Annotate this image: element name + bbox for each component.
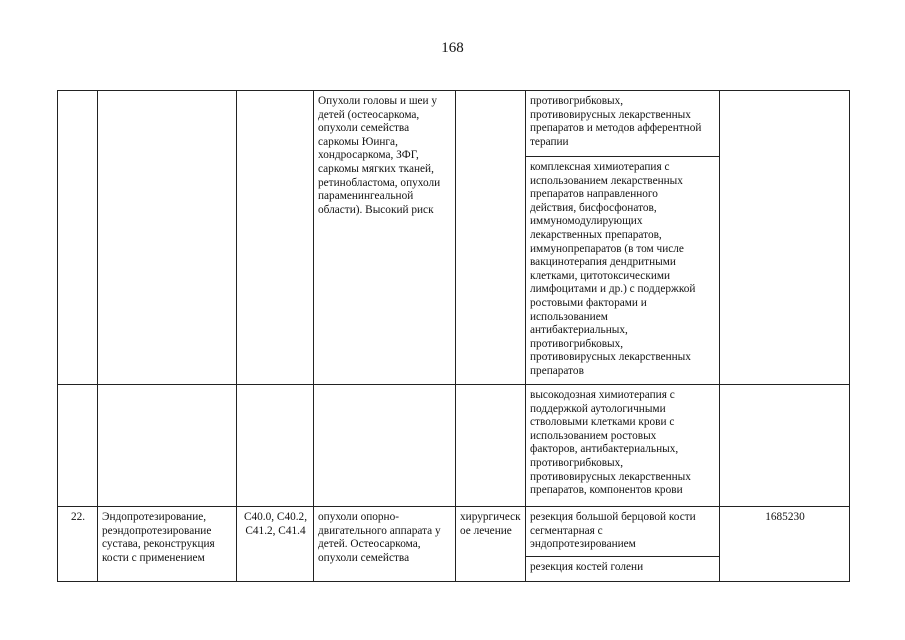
empty-cell — [720, 91, 850, 385]
treatment-method-cell: резекция большой берцовой кости сегментарная с эндопротезированием — [526, 507, 720, 557]
empty-cell — [456, 385, 526, 507]
empty-cell — [98, 385, 237, 507]
table-row — [58, 91, 850, 157]
empty-cell — [237, 385, 314, 507]
empty-cell — [456, 91, 526, 385]
page-number: 168 — [441, 40, 464, 56]
diagnosis-cell: Опухоли головы и шеи у детей (остеосаркома, опухоли семейства саркомы Юинга, хондросаркома, ЗФГ, саркомы мягких тканей, ретинобластома, опухоли параменингеальной области). Высокий риск — [314, 91, 456, 385]
table-row — [58, 385, 850, 507]
empty-cell — [237, 91, 314, 385]
row-number-cell: 22. — [58, 507, 98, 582]
treatment-method-cell: комплексная химиотерапия с использованием лекарственных препаратов направленного действия, бисфосфонатов, иммуномодулирующих лекарственных препаратов, иммунопрепаратов (в том числе вакцинотерапия дендритными клетками, цитотоксическими лимфоцитами и др.) с поддержкой ростовыми факторами и использованием антибактериальных, противогрибковых, противовирусных лекарственных препаратов — [526, 157, 720, 385]
table-row — [58, 507, 850, 557]
treatment-method-cell: противогрибковых, противовирусных лекарственных препаратов и методов афферентной терапии — [526, 91, 720, 157]
empty-cell — [58, 91, 98, 385]
icd-codes-cell: C40.0, C40.2, C41.2, C41.4 — [237, 507, 314, 582]
care-type-cell: Эндопротезирование, реэндопротезирование сустава, реконструкция кости с применением — [98, 507, 237, 582]
treatment-method-cell: высокодозная химиотерапия с поддержкой аутологичными стволовыми клетками крови с использованием ростовых факторов, антибактериальных, противогрибковых, противовирусных лекарственных препаратов, компонентов крови — [526, 385, 720, 507]
medical-care-table — [57, 90, 850, 582]
empty-cell — [98, 91, 237, 385]
empty-cell — [720, 385, 850, 507]
empty-cell — [58, 385, 98, 507]
diagnosis-cell: опухоли опорно- двигательного аппарата у детей. Остеосаркома, опухоли семейства — [314, 507, 456, 582]
treatment-method-cell: резекция костей голени — [526, 557, 720, 582]
empty-cell — [314, 385, 456, 507]
cost-cell: 1685230 — [720, 507, 850, 582]
treatment-kind-cell: хирургическ ое лечение — [456, 507, 526, 582]
